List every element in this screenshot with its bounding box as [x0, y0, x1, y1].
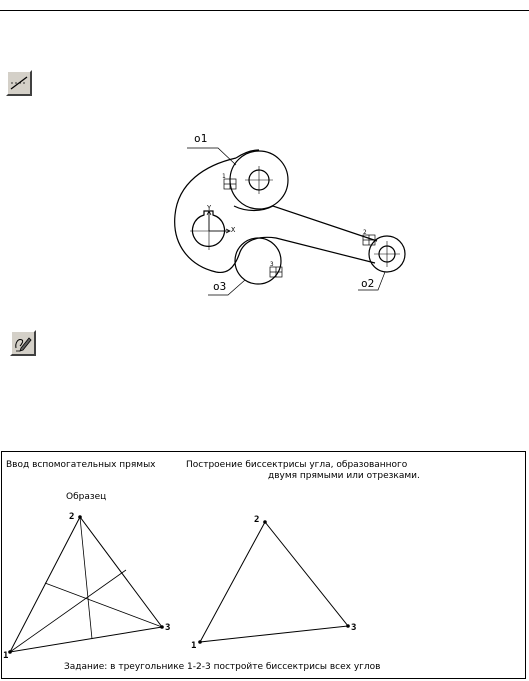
sample-vertex-2: 2: [69, 512, 75, 522]
sample-label: Образец: [66, 492, 107, 502]
auxiliary-line-icon: [8, 72, 30, 94]
task-vertex-2: 2: [254, 515, 260, 525]
svg-text:X: X: [231, 226, 236, 234]
task-vertex-1: 1: [191, 641, 197, 651]
right-heading-line1: Построение биссектрисы угла, образованного: [186, 460, 408, 470]
part-drawing: [170, 128, 425, 303]
sample-vertex-1: 1: [3, 651, 9, 661]
sample-vertex-3: 3: [165, 623, 171, 633]
marker-1: 1: [222, 173, 226, 180]
task-triangle: [198, 520, 350, 644]
left-heading: Ввод вспомогательных прямых: [6, 460, 156, 470]
bisector-button[interactable]: [10, 330, 36, 356]
marker-3: 3: [270, 261, 274, 268]
exercise-panel: [1, 451, 526, 679]
svg-text:Y: Y: [207, 204, 212, 212]
label-o1: o1: [194, 132, 208, 145]
right-heading-line2: двумя прямыми или отрезками.: [268, 471, 420, 481]
marker-2: 2: [363, 229, 367, 236]
top-rule: [0, 10, 529, 11]
triangles: [2, 452, 525, 678]
label-o2: o2: [361, 277, 375, 290]
sample-triangle: [8, 515, 164, 654]
auxiliary-line-button[interactable]: [6, 70, 32, 96]
label-o3: o3: [213, 280, 227, 293]
bisector-pen-icon: [12, 332, 34, 354]
task-vertex-3: 3: [351, 623, 357, 633]
task-text: Задание: в треугольнике 1-2-3 постройте биссектрисы всех углов: [64, 662, 381, 672]
